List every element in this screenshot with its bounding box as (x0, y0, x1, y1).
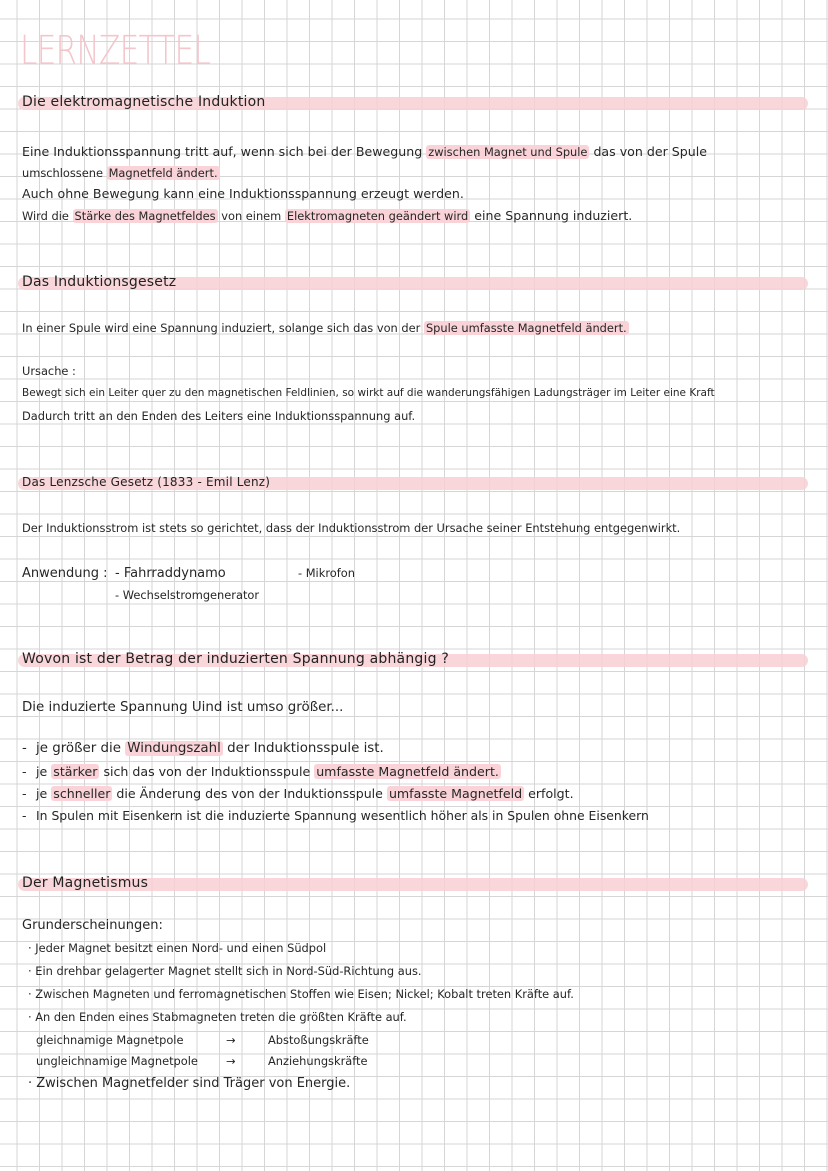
section-heading: Das Lenzsche Gesetz (1833 - Emil Lenz) (22, 475, 271, 489)
section-heading: Wovon ist der Betrag der induzierten Spannung abhängig ? (22, 651, 449, 667)
page-title: LERNZETTEL (20, 28, 211, 74)
list-item: - Fahrraddynamo (115, 566, 226, 581)
list-item: · Zwischen Magnetfelder sind Träger von Energie. (28, 1076, 351, 1091)
text-line: Dadurch tritt an den Enden des Leiters eine Induktionsspannung auf. (22, 409, 416, 423)
section-heading: Die elektromagnetische Induktion (22, 94, 266, 110)
pole-rule-label: gleichnamige Magnetpole (36, 1033, 184, 1047)
arrow-icon: → (226, 1033, 236, 1047)
text-line: umschlossene Magnetfeld ändert. (22, 166, 218, 180)
text-line: Anwendung : (22, 566, 108, 581)
text-line: Wird die Stärke des Magnetfeldes von einem Elektromagneten geändert wird eine Spannung induziert. (22, 208, 633, 223)
pole-rule-value: Anziehungskräfte (268, 1054, 368, 1068)
section-heading: Das Induktionsgesetz (22, 274, 177, 290)
section-heading: Der Magnetismus (22, 875, 149, 891)
text-line: Die induzierte Spannung Uind ist umso größer... (22, 700, 344, 715)
list-item: · An den Enden eines Stabmagneten treten die größten Kräfte auf. (28, 1010, 407, 1024)
text-line: Der Induktionsstrom ist stets so gerichtet, dass der Induktionsstrom der Ursache seiner Entstehung entgegenwirkt. (22, 521, 681, 535)
pole-rule-label: ungleichnamige Magnetpole (36, 1054, 198, 1068)
bullet-item: - je schneller die Änderung des von der Induktionsspule umfasste Magnetfeld erfolgt. (22, 786, 574, 801)
list-item: · Zwischen Magneten und ferromagnetischen Stoffen wie Eisen; Nickel; Kobalt treten Kräfte auf. (28, 987, 574, 1001)
text-line: Auch ohne Bewegung kann eine Induktionsspannung erzeugt werden. (22, 186, 464, 201)
bullet-item: - je größer die Windungszahl der Induktionsspule ist. (22, 741, 384, 756)
list-item: - Mikrofon (298, 566, 355, 580)
list-item: · Jeder Magnet besitzt einen Nord- und einen Südpol (28, 941, 327, 955)
text-line: Bewegt sich ein Leiter quer zu den magnetischen Feldlinien, so wirkt auf die wanderungsfähigen Ladungsträger im Leiter eine Kraft (22, 387, 715, 399)
bullet-item: - In Spulen mit Eisenkern ist die induzierte Spannung wesentlich höher als in Spulen ohne Eisenkern (22, 808, 649, 823)
text-line: Ursache : (22, 364, 76, 378)
list-item: · Ein drehbar gelagerter Magnet stellt sich in Nord-Süd-Richtung aus. (28, 964, 422, 978)
text-line: Eine Induktionsspannung tritt auf, wenn sich bei der Bewegung zwischen Magnet und Spule das von der Spule (22, 144, 707, 159)
text-line: In einer Spule wird eine Spannung induziert, solange sich das von der Spule umfasste Magnetfeld ändert. (22, 321, 627, 335)
text-line: Grunderscheinungen: (22, 918, 163, 933)
bullet-item: - je stärker sich das von der Induktionsspule umfasste Magnetfeld ändert. (22, 764, 499, 779)
list-item: - Wechselstromgenerator (115, 588, 260, 602)
arrow-icon: → (226, 1054, 236, 1068)
pole-rule-value: Abstoßungskräfte (268, 1033, 369, 1047)
